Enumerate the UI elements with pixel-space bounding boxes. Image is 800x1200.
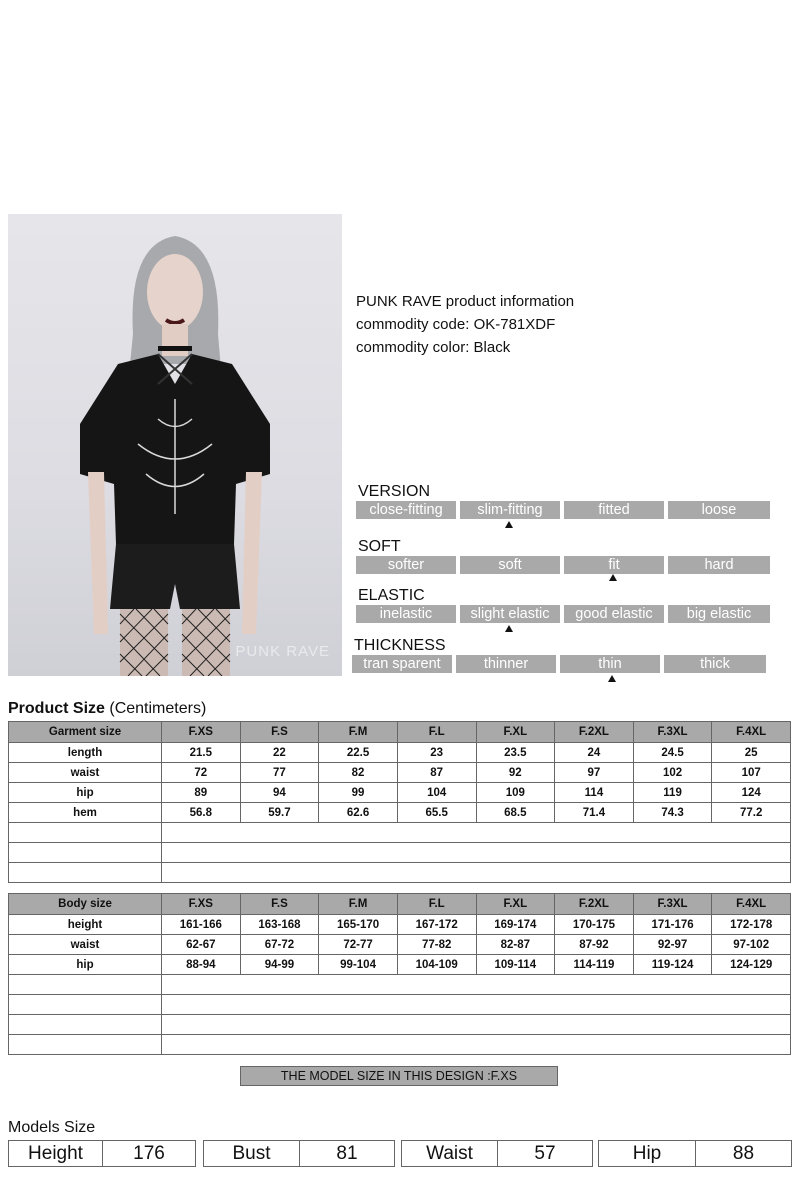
info-title: PUNK RAVE product information bbox=[356, 293, 575, 310]
models-size-label: Hip bbox=[599, 1141, 696, 1166]
version-option-2: fitted bbox=[564, 501, 664, 519]
version-selected-marker bbox=[505, 521, 513, 528]
body-size-table bbox=[8, 893, 791, 1055]
models-size-value: 88 bbox=[732, 1143, 755, 1164]
product-info bbox=[356, 290, 574, 359]
soft-option-2: fit bbox=[564, 556, 664, 574]
elastic-option-0: inelastic bbox=[356, 605, 456, 623]
models-size-value: 57 bbox=[534, 1143, 556, 1164]
models-size-value: 176 bbox=[133, 1143, 165, 1164]
table-row-blank bbox=[9, 863, 791, 883]
version-option-0: close-fitting bbox=[356, 501, 456, 519]
models-size-height bbox=[8, 1140, 196, 1167]
garment-size-table bbox=[8, 721, 791, 883]
models-size-waist bbox=[401, 1140, 593, 1167]
models-size-title: Models Size bbox=[8, 1119, 96, 1136]
table-row: waist 62-67 67-72 72-77 77-82 82-87 87-92 92-97 97-102 bbox=[9, 935, 791, 955]
soft-option-1: soft bbox=[460, 556, 560, 574]
soft-selected-marker bbox=[609, 574, 617, 581]
thickness-option-2: thin bbox=[560, 655, 660, 673]
table-header-row: Body size F.XS F.S F.M F.L F.XL F.2XL F.3XL F.4XL bbox=[9, 894, 791, 915]
version-option-3: loose bbox=[668, 501, 770, 519]
thickness-selected-marker bbox=[608, 675, 616, 682]
table-row: hip 88-94 94-99 99-104 104-109 109-114 114-119 119-124 124-129 bbox=[9, 955, 791, 975]
elastic-option-1: slight elastic bbox=[460, 605, 560, 623]
table-row-blank bbox=[9, 995, 791, 1015]
model-size-note: THE MODEL SIZE IN THIS DESIGN :F.XS bbox=[240, 1066, 558, 1086]
models-size-label: Height bbox=[9, 1141, 103, 1166]
model-photo bbox=[8, 214, 342, 676]
models-size-label: Bust bbox=[204, 1141, 300, 1166]
model-illustration bbox=[8, 214, 342, 676]
table-row: length 21.5 22 22.5 23 23.5 24 24.5 25 bbox=[9, 743, 791, 763]
table-row-blank bbox=[9, 823, 791, 843]
models-size-bust bbox=[203, 1140, 395, 1167]
table-row-blank bbox=[9, 843, 791, 863]
elastic-option-3: big elastic bbox=[668, 605, 770, 623]
commodity-color: Black bbox=[473, 339, 511, 356]
thickness-option-0: tran sparent bbox=[352, 655, 452, 673]
soft-option-3: hard bbox=[668, 556, 770, 574]
table-row: height 161-166 163-168 165-170 167-172 169-174 170-175 171-176 172-178 bbox=[9, 915, 791, 935]
brand-watermark: PUNK RAVE bbox=[235, 643, 330, 660]
info-color: commodity color: Black bbox=[356, 339, 511, 356]
table-row: hem 56.8 59.7 62.6 65.5 68.5 71.4 74.3 77.2 bbox=[9, 803, 791, 823]
table-header-row: Garment size F.XS F.S F.M F.L F.XL F.2XL F.3XL F.4XL bbox=[9, 722, 791, 743]
attr-title-version: VERSION bbox=[358, 483, 431, 500]
table-row: waist 72 77 82 87 92 97 102 107 bbox=[9, 763, 791, 783]
attr-title-elastic: ELASTIC bbox=[358, 587, 425, 604]
product-size-title: Product Size (Centimeters) bbox=[8, 700, 207, 717]
elastic-selected-marker bbox=[505, 625, 513, 632]
models-size-label: Waist bbox=[402, 1141, 498, 1166]
models-size-value: 81 bbox=[336, 1143, 358, 1164]
attr-title-thickness: THICKNESS bbox=[354, 637, 446, 654]
models-size-hip bbox=[598, 1140, 792, 1167]
attr-title-soft: SOFT bbox=[358, 538, 401, 555]
table-row: hip 89 94 99 104 109 114 119 124 bbox=[9, 783, 791, 803]
table-row-blank bbox=[9, 1035, 791, 1055]
thickness-option-3: thick bbox=[664, 655, 766, 673]
elastic-option-2: good elastic bbox=[564, 605, 664, 623]
table-row-blank bbox=[9, 1015, 791, 1035]
info-code: commodity code: OK-781XDF bbox=[356, 316, 556, 333]
commodity-code: OK-781XDF bbox=[473, 316, 556, 333]
version-option-1: slim-fitting bbox=[460, 501, 560, 519]
table-row-blank bbox=[9, 975, 791, 995]
soft-option-0: softer bbox=[356, 556, 456, 574]
thickness-option-1: thinner bbox=[456, 655, 556, 673]
